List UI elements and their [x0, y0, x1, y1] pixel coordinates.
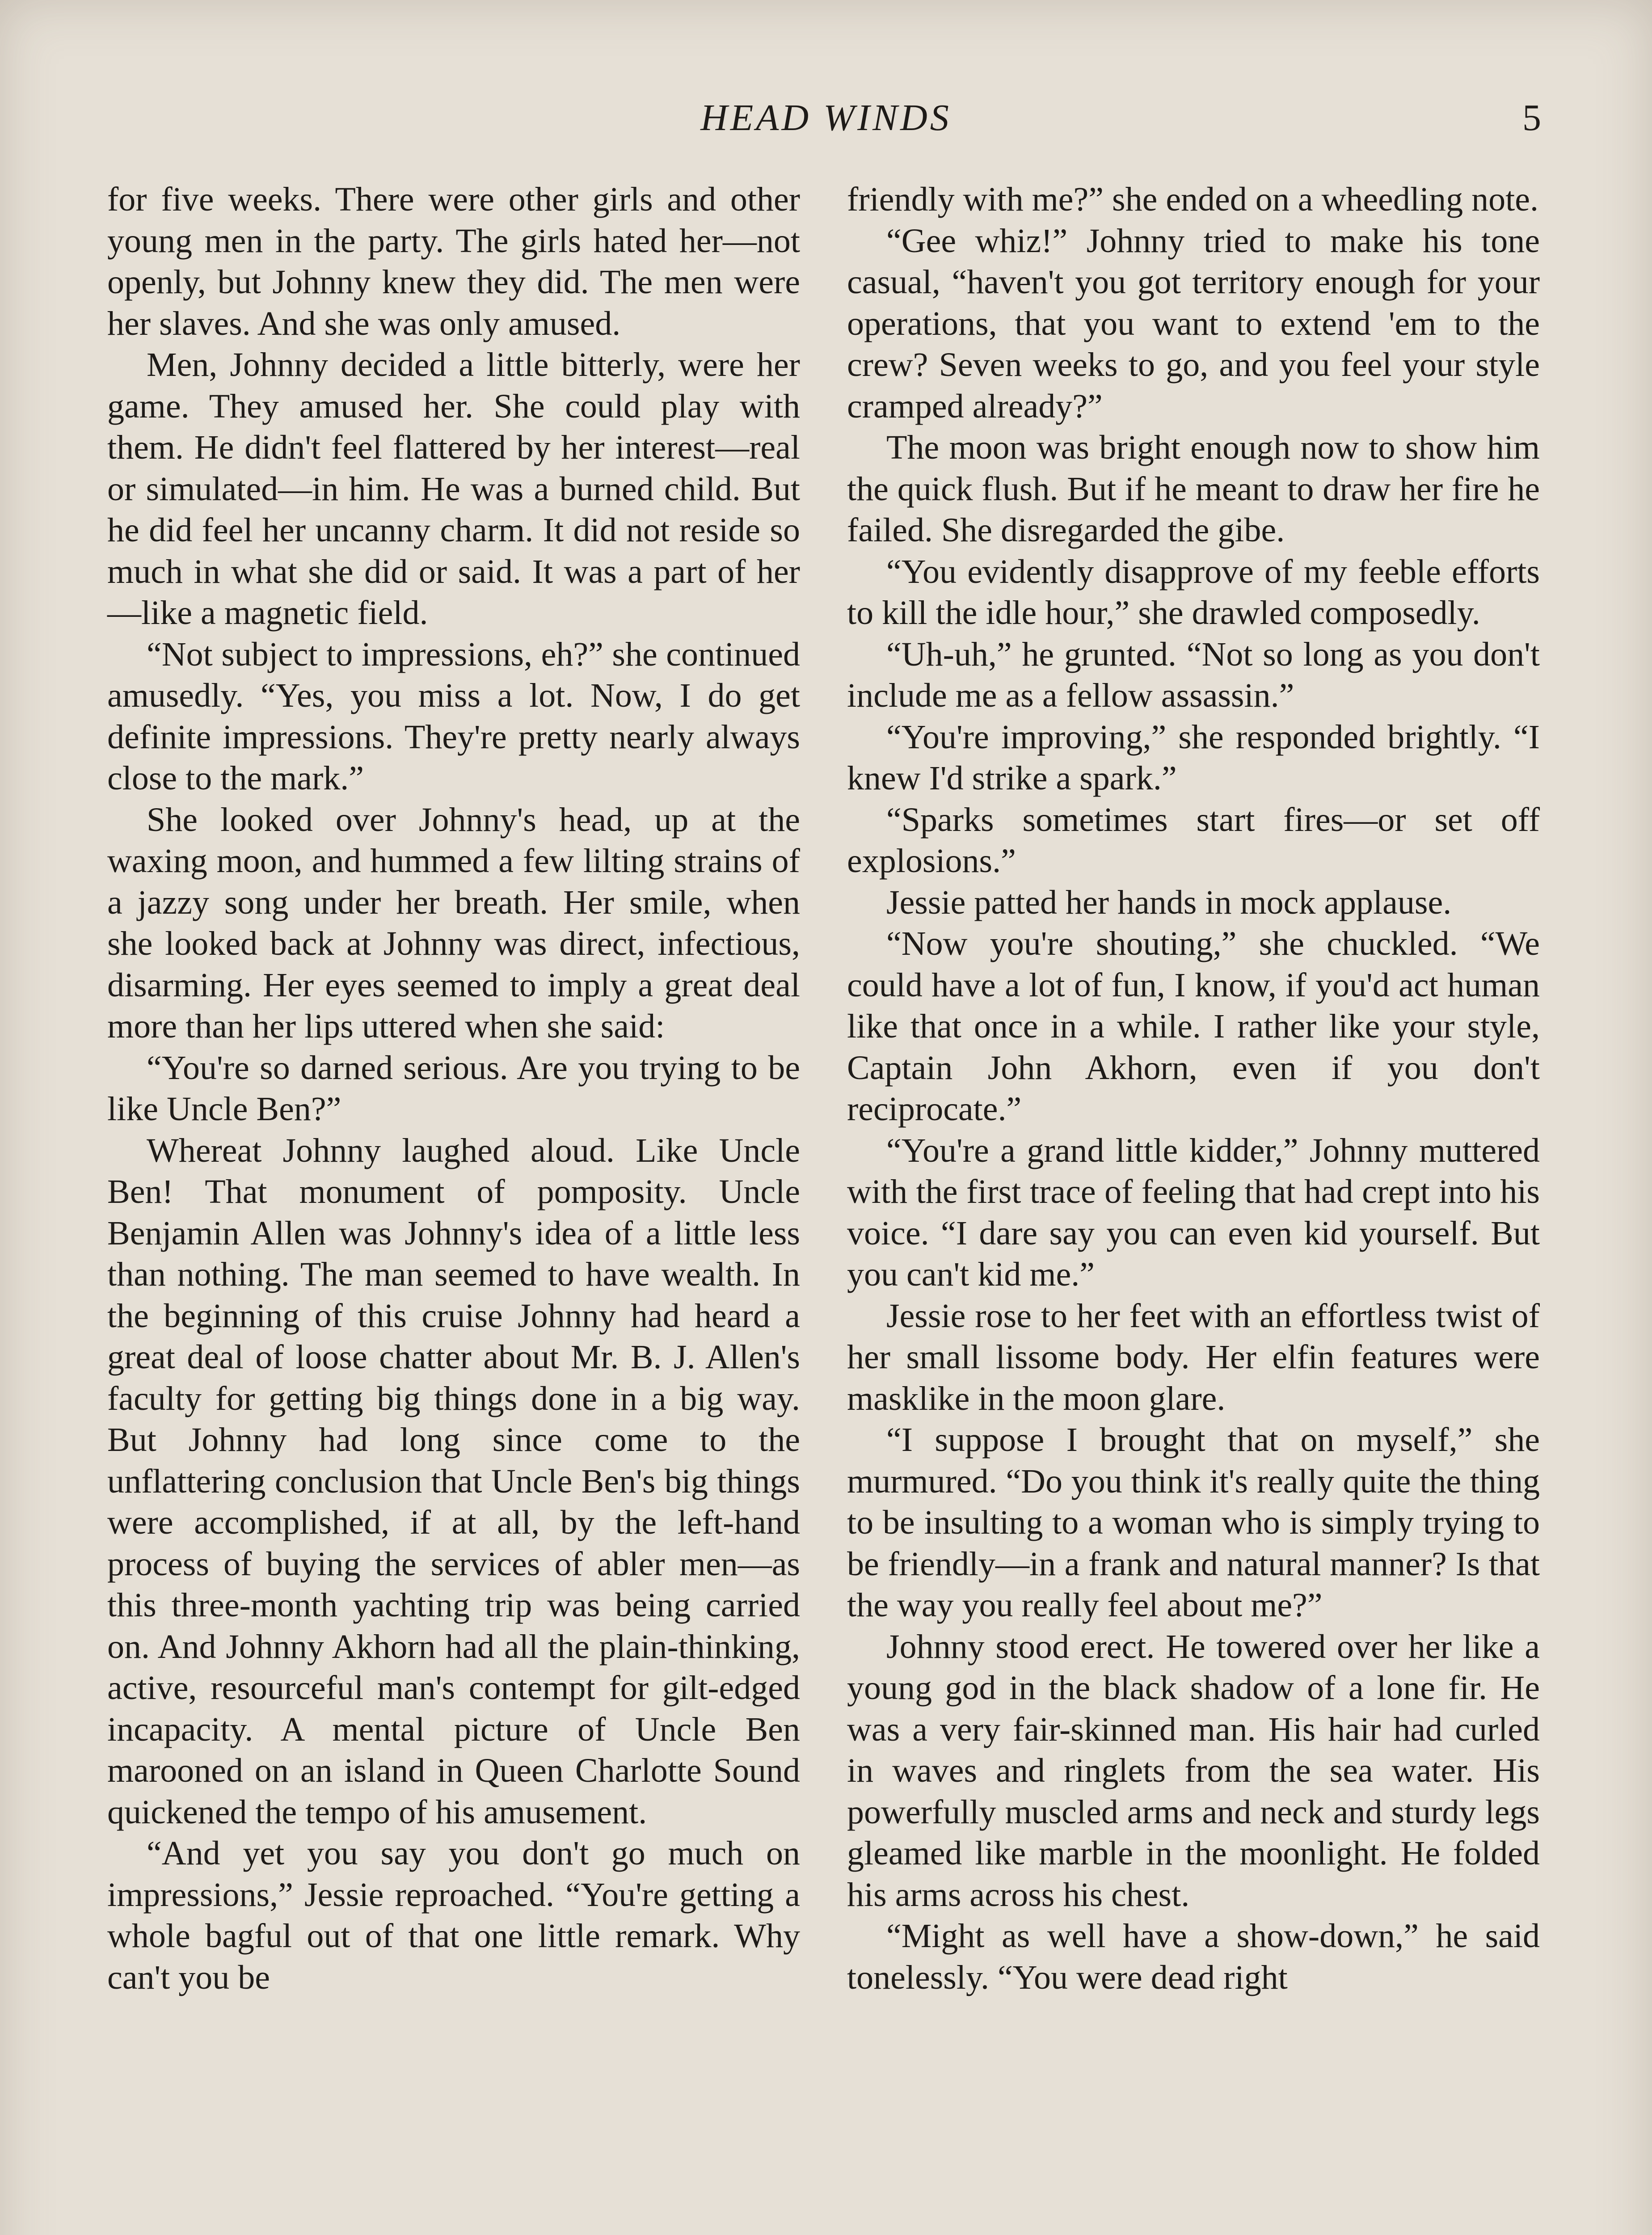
- paragraph: Jessie patted her hands in mock applause.: [886, 883, 1452, 921]
- paragraph: “Now you're shouting,” she chuckled. “We could have a lot of fun, I know, if you'd act human like that once in a while. I rather like your style, Captain John Akhorn, even if you don't reciprocate.”: [847, 925, 1540, 1128]
- paragraph: Johnny stood erect. He towered over her like a young god in the black shadow of a lone fir. He was a very fair-skinned man. His hair had curled in waves and ringlets from the sea water. His powerfully muscled arms and neck and sturdy legs gleamed like marble in the moonlight. He folded his arms across his chest.: [847, 1628, 1540, 1914]
- paragraph: She looked over Johnny's head, up at the waxing moon, and hummed a few lilting strains of a jazzy song under her breath. Her smile, when she looked back at Johnny was direct, infectious, disarming. Her eyes seemed to imply a great deal more than her lips uttered when she said:: [107, 801, 800, 1045]
- paragraph: Whereat Johnny laughed aloud. Like Uncle Ben! That monument of pomposity. Uncle Benjamin Allen was Johnny's idea of a little less than nothing. The man seemed to have wealth. In the beginning of this cruise Johnny had heard a great deal of loose chatter about Mr. B. J. Allen's faculty for getting big things done in a big way. But Johnny had long since come to the unflattering conclusion that Uncle Ben's big things were accomplished, if at all, by the left-hand process of buying the services of abler men—as this three-month yachting trip was being carried on. And Johnny Akhorn had all the plain-thinking, active, resourceful man's contempt for gilt-edged incapacity. A mental picture of Uncle Ben marooned on an island in Queen Charlotte Sound quickened the tempo of his amusement.: [107, 1131, 800, 1831]
- running-head: HEAD WINDS: [700, 97, 952, 139]
- paragraph: “Uh-uh,” he grunted. “Not so long as you don't include me as a fellow assassin.”: [847, 635, 1540, 714]
- paragraph: for five weeks. There were other girls and other young men in the party. The girls hated her—not openly, but Johnny knew they did. The men were her slaves. And she was only amused.: [107, 181, 800, 342]
- paragraph: The moon was bright enough now to show him the quick flush. But if he meant to draw her fire he failed. She disregarded the gibe.: [847, 429, 1540, 549]
- paragraph: “You're improving,” she responded brightly. “I knew I'd strike a spark.”: [847, 718, 1540, 797]
- paragraph: “You're so darned serious. Are you trying to be like Uncle Ben?”: [107, 1049, 800, 1128]
- paragraph: “Sparks sometimes start fires—or set off explosions.”: [847, 801, 1540, 880]
- paragraph: “Might as well have a show-down,” he said tonelessly. “You were dead right: [847, 1917, 1540, 1996]
- right-column: [847, 179, 1540, 1998]
- paragraph: Men, Johnny decided a little bitterly, were her game. They amused her. She could play with them. He didn't feel flattered by her interest—real or simulated—in him. He was a burned child. But he did feel her uncanny charm. It did not reside so much in what she did or said. It was a part of her—like a magnetic field.: [107, 346, 800, 632]
- paragraph: “And yet you say you don't go much on impressions,” Jessie reproached. “You're getting a whole bagful out of that one little remark. Why can't you be: [107, 1834, 800, 1996]
- paragraph: Jessie rose to her feet with an effortless twist of her small lissome body. Her elfin features were masklike in the moon glare.: [847, 1297, 1540, 1417]
- paragraph: friendly with me?” she ended on a wheedling note.: [847, 181, 1538, 218]
- left-column: [107, 179, 800, 1998]
- paragraph: “Not subject to impressions, eh?” she continued amusedly. “Yes, you miss a lot. Now, I do get definite impressions. They're pretty nearly always close to the mark.”: [107, 635, 800, 797]
- paragraph: “Gee whiz!” Johnny tried to make his tone casual, “haven't you got territory enough for your operations, that you want to extend 'em to the crew? Seven weeks to go, and you feel your style cramped already?”: [847, 222, 1540, 425]
- paragraph: “You're a grand little kidder,” Johnny muttered with the first trace of feeling that had crept into his voice. “I dare say you can even kid yourself. But you can't kid me.”: [847, 1131, 1540, 1293]
- page-number: 5: [1522, 97, 1541, 139]
- paragraph: “You evidently disapprove of my feeble efforts to kill the idle hour,” she drawled composedly.: [847, 552, 1540, 632]
- paragraph: “I suppose I brought that on myself,” she murmured. “Do you think it's really quite the thing to be insulting to a woman who is simply trying to be friendly—in a frank and natural manner? Is that the way you really feel about me?”: [847, 1421, 1540, 1624]
